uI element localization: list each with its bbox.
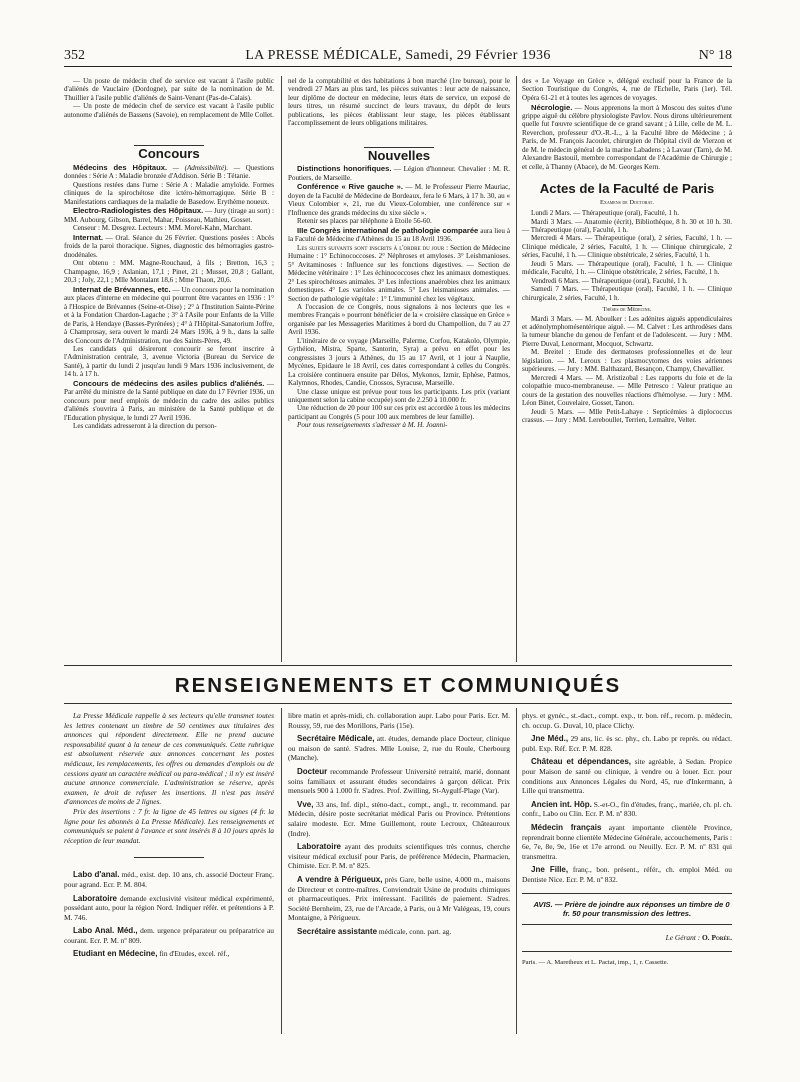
ad-item [64,949,274,959]
list-item: Lundi 2 Mars. — Thérapeutique (oral), Faculté, 1 h. [531,209,680,218]
subhead: Distinctions honorifiques. [297,164,392,174]
ad-head: Etudiant en Médecine, [73,949,158,959]
ad-head: Ancien int. Hôp. [531,799,592,809]
imprint: Paris. — A. Maretheux et L. Pactat, imp., 1, r. Cassette. [522,958,669,966]
ad-item [522,865,732,884]
subhead: IIIe Congrès international de pathologie comparée [297,225,479,235]
ad-item [288,927,510,937]
ad-item [288,734,510,763]
avis-notice: AVIS. — Prière de joindre aux réponses un timbre de 0 fr. 50 pour transmission des lettres. [533,899,730,918]
section-divider [64,665,732,666]
ad-text: recommande Professeur Université retraité, marié, donnant soins familiaux et assurant études secondaires à garçon délicat. Prix mensuels 900 à 1.000 fr. S'adres. Prof. Zwilling, St-Aygulf-Plage (Var). [288,766,510,796]
journal-title: LA PRESSE MÉDICALE, Samedi, 29 Février 1936 [245,48,551,63]
ad-text: ayant importante clientèle Province, reprendrait bonne clientèle Médecine Générale, accouchements, Paris : 6e, 7e, 8e, 9e, 16e et 17e arrond. ou Neuilly. Ecr. P. M. nº 831 qui transmettra. [522,822,732,861]
lower-column-1 [64,711,274,963]
paragraph: L'itinéraire de ce voyage (Marseille, Palerme, Corfou, Katakolo, Olympie, Gythéion, Mistra, Sparte, Santorin, Syra) a prévu en effet pour les congressistes 3 jours à Athènes, du 15 au 17 Avril, et 1 jour à Nauplie, Mycènes, Epidaure le 18 Avril, ces dates correspondant à celles du Congrès. La croisière continuera ensuite par Délos, Mykonos, Izmir, Ephèse, Patmos, Kalymnos, Rhodes, Candie, Cnossos, Syracuse, Marseille. [288,336,510,388]
list-item: Vendredi 6 Mars. — Thérapeutique (oral), Faculté, 1 h. [531,276,688,285]
list-item: Samedi 7 Mars. — Thérapeutique (oral), Faculté, 1 h. — Clinique chirurgicale, 2 séries, Faculté, 1 h. [522,285,732,302]
section-title-faculte: Actes de la Faculté de Paris [539,181,715,197]
ads-list [64,870,274,959]
subsection-title: Thèses de Médecine. [602,306,652,314]
subhead: Médecins des Hôpitaux. [73,162,168,172]
ad-item [288,800,510,838]
ad-text: près Gare, belle usine, 4.000 m., maisons de Directeur et contre-maîtres. Conviendrait Usine de produits chimiques et pharmaceutiques. Prix intéressant. Facilités de paiement. S'adres. Société Bernheim, 23, rue de l'Arcade, à Paris, ou à Mr Valégeas, 19, cours Montaigne, à Périgueux. [288,874,511,923]
ad-item [522,734,732,753]
paragraph: Questions restées dans l'urne : Série A : Maladie amyloïde. Formes cliniques de la spirochétose dite ictéro-hémorragique. Série B : Manifestations cardiaques de la maladie de Basedow. Erythème noueux. [64,180,274,206]
section-divider [522,893,732,894]
section-title-nouvelles: Nouvelles [367,147,431,163]
paragraph: Pour tous renseignements s'adresser à M. H. Joanni- [297,421,448,430]
ad-item [522,757,732,795]
list-item: Jeudi 5 Mars. — Thérapeutique (oral), Faculté, 1 h. — Clinique médicale, Faculté, 1 h. — Clinique obstétricale, 2 séries, Faculté, 1 h. [522,259,732,277]
ad-item [522,711,732,730]
running-head [64,48,732,67]
ad-item [64,870,274,889]
lower-column-2 [288,711,510,940]
ad-head: Secrétaire assistante [297,926,378,936]
exam-schedule [522,209,732,302]
list-item: Mardi 3 Mars. — M. Aboulker : Les adénites aiguës appendiculaires et adénolymphomésentérique aiguë. — M. Calvet : Les arthrodèses dans la tumeur blanche du genou de l'enfant et de l'adolescent. — Jury : MM. Pierre Duval, Lenormant, Mocquot, Schwartz. [522,314,732,348]
column-1: — Un poste de médecin chef de service est vacant à l'asile public d'aliénés de Vauclaire (Dordogne), par suite de la nomination de M. Thuillier à l'asile public d'aliénés de Saint-Venant (Pas-de-Calais). — Un poste de médecin chef de service est vacant à l'asile public autonome d'aliénés de Bassens (Savoie), en remplacement de Mlle Collet. Concours Médecins des Hôpitaux. — (Admissibilité). — Questions données : Série A : Maladie bronzée d'Addison. Série B : Tétanie. Questions restées dans l'urne : Série A : Maladie amyloïde. Formes cliniques de la spirochétose dite ictéro-hémorragique. Série B : Manifestations cardiaques de la maladie de Basedow. Erythème noueux. Electro-Radiologistes des Hôpitaux. — Jury (tirage au sort) : MM. Aubourg, Gibson, Barrel, Mahar, Poisseau, Mathieu, Gosset. Censeur : M. Desgrez. Lecteurs : MM. Morel-Kahn, Marchant. Internat. — Oral. Séance du 26 Février. Questions posées : Abcès froids de la paroi thoracique. Signes, diagnostic des hémorragies gastro-duodénales. Ont obtenu : MM. Magne-Rouchaud, à fils ; Bretton, 16,3 ; Champagne, 16,9 ; Aslanian, 17,1 ; Pinet, 21 ; Musset, 20,8 ; Gallant, 20,3 ; Joly, 22,1 ; Mlle Montalant 18,6 ; Mme Thaon, 20,6. Internat de Brévannes, etc. — Un concours pour la nomination aux places d'interne en médecine qui pourront être vacantes en 1936 : 1° à l'Hospice de Brévannes (Seine-et-Oise) ; 2° à l'Institution Sainte-Périne et à la Fondation Chardon-Lagache ; 3° à l'Asile pour Enfants de la Ville de Paris, à Hendaye (Basses-Pyrénées) ; 4° à l'Hôpital-Sanatorium Joffre, à Champrosay, sera ouvert le mardi 24 Mars 1936, à 9 h., dans la salle des Concours de l'Administration, rue des Saints-Pères, 49. Les candidats qui désireront concourir se feront inscrire à l'Administration centrale, 3, avenue Victoria (Bureau du Service de Santé), à partir du lundi 2 jusqu'au lundi 9 Mars 1936 inclusivement, de 14 h. à 17 h. Concours de médecins des asiles publics d'aliénés. — Par arrêté du ministre de la Santé publique en date du 17 Février 1936, un concours pour neuf emplois de médecin du cadre des asiles publics d'aliénés s'ouvrira à Paris, au ministère de la Santé publique et de l'Education physique, le lundi 27 Avril 1936. Les candidats adresseront à la direction du person- [64,77,274,431]
ad-text: 33 ans, Inf. dipl., sténo-dact., compt., angl., tr. recommand. par Médecin, désire poste secrétariat médical Paris ou Province. Prétentions salaire modeste. Ecr. Mme Guillemont, route Lecroux, Châteauroux (Indre). [288,799,510,838]
theses-schedule [522,315,732,425]
paragraph: A l'occasion de ce Congrès, nous signalons à nos lecteurs que les « membres Français » pourront bénéficier de la « croisière classique en Grèce » organisée par les Messageries Maritimes à bord du Champollion, du 7 au 27 Avril 1936. [288,302,510,337]
paragraph: des « Le Voyage en Grèce », délégué exclusif pour la France de la Section Touristique du Congrès, 4, rue de l'Echelle, Paris (1er). Tél. Opéra 61-21 et à toutes les agences de voyages. [522,77,732,102]
list-item: Mardi 3 Mars. — Anatomie (écrit), Bibliothèque, 8 h. 30 et 10 h. 30. — Thérapeutique (oral), Faculté, 1 h. [522,217,732,234]
subhead: Conférence « Rive gauche ». [297,182,403,192]
ad-text: S.-et-O., fin d'études, franç., mariée, ch. pl. ch. confr., Labo ou Clin. Ecr. P. M. nº 830. [522,799,733,819]
column-divider [516,76,517,662]
issue-number: N° 18 [698,48,732,63]
ad-item [288,767,510,796]
ad-head: Labo Anal. Méd., [73,926,138,936]
ad-text: att. études, demande place Docteur, clinique ou maison de santé. S'adres. Mlle Louise, 2, rue du Roule, Cherbourg (Manche). [288,734,510,763]
list-item: Jeudi 5 Mars. — Mlle Petit-Lahaye : Septicémies à diplococcus crassus. — Jury : MM. Lereboullet, Terrien, Lemaître, Velter. [522,407,732,424]
paragraph: Censeur : M. Desgrez. Lecteurs : MM. Morel-Kahn, Marchant. [73,224,253,233]
section-divider [64,703,732,704]
list-item: M. Breitel : Etude des dermatoses professionnelles et de leur législation. — M. Leroux : Les plasmocytomes des voies aériennes supérieures. — Jury : MM. Balthazard, Besançon, Champy, Chevallier. [522,348,732,374]
list-item: Mercredi 4 Mars. — M. Aristizobal : Les rapports du foie et de la colopathie muco-membraneuse. — Mlle Petresco : Valeur pratique au cours de la gestation des nouvelles réactions d'hémolyse. — Jury : MM. Léon Binet, Couvelaire, Gosset, Tanon. [522,373,732,408]
section-divider [522,951,732,952]
ad-head: Laboratoire [73,893,118,903]
ad-text: dem. urgence préparateur ou préparatrice au courant. Ecr. P. M. nº 809. [64,926,274,945]
ad-head: Château et dépendances, [531,757,632,767]
paragraph: Une classe unique est prévue pour tous les participants. Les prix (variant uniquement selon la cabine occupée) sont de 2.250 à 10.000 fr. [288,387,510,404]
ads-list [288,711,510,936]
paragraph: Retenir ses places par téléphone à Etoile 56-60. [297,217,432,226]
ad-text: franç., bon. présent., référ., ch. emploi Méd. ou Dentiste Nice. Ecr. P. M. nº 832. [522,865,733,884]
subsection-title: Examens de Doctorat. [600,198,654,206]
ad-head: A vendre à Périgueux, [297,874,383,884]
column-2: nel de la comptabilité et des habitations à bon marché (1re bureau), pour le vendredi 27 Mars au plus tard, les pièces suivantes : leur acte de naissance, leur diplôme de docteur en médecine, leurs états de service, un exposé de leurs titres, un résumé succinct de leurs travaux, du dépôt de leurs publications, les pièces établissant leur stage, les pièces établissant l'accomplissement de leurs obligations militaires. Nouvelles Distinctions honorifiques. — Légion d'honneur. Chevalier : M. R. Poutiers, de Marseille. Conférence « Rive gauche ». — M. le Professeur Pierre Mauriac, doyen de la Faculté de Médecine de Bordeaux, fera le 6 Mars, à 17 h. 30, au « Vieux Colombier », 21, rue du Vieux-Colombier, une conférence sur « l'Influence des grands médecins du xixe siècle ». Retenir ses places par téléphone à Etoile 56-60. IIIe Congrès international de pathologie comparée aura lieu à la Faculté de Médecine d'Athènes du 15 au 18 Avril 1936. Les sujets suivants sont inscrits à l'ordre du jour : Section de Médecine Humaine : 1° Echinococcoses. 2° Néphroses et amyloses. 3° Leishmanioses. 5° Avitaminoses : Influence sur les fonctions digestives. — Section de Médecine vétérinaire : 1° Les échinococcoses chez les animaux domestiques. 2° Les spirochétoses animales. 3° Les infections anaérobies chez les animaux domestiques. 4° Les varioles animales. 5° Les leismanioses animales. — Section de pathologie végétale : 1° L'immunité chez les végétaux. A l'occasion de ce Congrès, nous signalons à nos lecteurs que les « membres Français » pourront bénéficier de la « croisière classique en Grèce » organisée par les Messageries Maritimes à bord du Champollion, du 7 au 27 Avril 1936. L'itinéraire de ce voyage (Marseille, Palerme, Corfou, Katakolo, Olympie, Gythéion, Mistra, Sparte, Santorin, Syra) a prévu en effet pour les congressistes 3 jours à Athènes, du 15 au 17 Avril, et 1 jour à Nauplie, Mycènes, Epidaure le 18 Avril, ces dates correspondant à celles du Congrès. La croisière continuera ensuite par Délos, Mykonos, Izmir, Ephèse, Patmos, Kalymnos, Rhodes, Candie, Cnossos, Syracuse, Marseille. Une classe unique est prévue pour tous les participants. Les prix (variant uniquement selon la cabine occupée) sont de 2.250 à 10.000 fr. Une réduction de 20 pour 100 sur ces prix est accordée à tous les médecins participant au Congrès (5 pour 100 aux membres de leur famille). Pour tous renseignements s'adresser à M. H. Joanni- [288,77,510,430]
ad-text: site agréable, à Sedan. Propice pour Maison de santé ou clinique, à vendre ou à louer. Ecr. pour conditions aux Annonces Légales du Nord, 45, rue d'Inkermann, à Lille qui transmettra. [522,757,732,796]
ad-text: fin d'Etudes, excel. réf., [157,949,230,959]
ad-head: Docteur [297,766,328,776]
paragraph: nel de la comptabilité et des habitations à bon marché (1re bureau), pour le vendredi 27 Mars au plus tard, les pièces suivantes : leur acte de naissance, leur diplôme de docteur en médecine, leurs états de service, un exposé de leurs titres, un résumé succinct de leurs travaux, du dépôt de leurs publications, les pièces établissant leur stage, les pièces établissant l'accomplissement de leurs obligations militaires. [288,77,510,128]
section-divider [522,924,732,925]
vacancy-notice: — Un poste de médecin chef de service est vacant à l'asile public autonome d'aliénés de Bassens (Savoie), en remplacement de Mlle Collet. [64,102,274,119]
page-number: 352 [64,48,85,63]
paragraph: Les candidats adresseront à la direction du person- [73,422,217,431]
notice-prix: Prix des insertions : 7 fr. la ligne de 45 lettres ou signes (4 fr. la ligne pour les abonnés à La Presse Médicale). Les renseignements et communiqués se paient à l'avance et sont insérés 8 à 10 jours après la réception de leur mandat. [64,806,274,845]
paragraph: Les candidats qui désireront concourir se feront inscrire à l'Administration centrale, 3, avenue Victoria (Bureau du Service de Santé), à partir du lundi 2 jusqu'au lundi 9 Mars 1936 inclusivement, de 14 h. à 17 h. [64,344,274,379]
lower-column-3 [522,711,732,968]
ad-text: 29 ans, lic. ès sc. phy., ch. Labo pr représ. ou rédact. publ. Exp. Réf. Ecr. P. M. 828. [522,734,732,753]
ad-head: Jne Méd., [531,734,569,744]
ad-item [522,800,732,819]
ad-text: libre matin et après-midi, ch. collaboration aupr. Labo pour Paris. Ecr. M. Roussy, 59, rue des Morillons, Paris (15e). [288,711,510,730]
ads-list [522,711,732,885]
ad-head: Jne Fille, [531,865,569,875]
paragraph: Ont obtenu : MM. Magne-Rouchaud, à fils ; Bretton, 16,3 ; Champagne, 16,9 ; Aslanian, 17,1 ; Pinet, 21 ; Musset, 20,8 ; Gallant, 20,3 ; Joly, 22,1 ; Mlle Montalant 18,6 ; Mme Thaon, 20,6. [64,259,274,285]
ad-item [64,894,274,923]
ad-text: demande exclusivité visiteur médical expérimenté, possédant auto, pour la région Nord. Indiquer référ. et prétentions à P. M. 746. [64,893,274,922]
ad-text: phys. et gynéc., st.-dact., compt. exp., tr. bon. réf., recom. p. médecin, ch. occup. G. Duval, 10, place Clichy. [522,711,732,730]
ad-head: Vve, [297,799,314,809]
subhead: Internat. [73,232,103,242]
subhead: Electro-Radiologistes des Hôpitaux. [73,206,204,216]
ad-item [64,926,274,945]
ad-item [288,842,510,871]
ad-item [288,875,510,923]
vacancy-notice: — Un poste de médecin chef de service est vacant à l'asile public d'aliénés de Vauclaire (Dordogne), par suite de la nomination de M. Thuillier à l'asile public d'aliénés de Saint-Venant (Pas-de-Calais). [64,77,274,102]
section-rule [134,857,204,858]
ad-head: Médecin français [531,822,602,832]
section-title-concours: Concours [138,146,200,162]
ad-text: méd., exist. dep. 10 ans, ch. associé Docteur Franç. pour agrand. Ecr. P. M. 804. [64,870,275,889]
ad-head: Secrétaire Médicale, [297,734,375,744]
list-item: Mercredi 4 Mars. — Thérapeutique (oral), 2 séries, Faculté, 1 h. — Clinique médicale, 2 séries, Faculté, 1 h. — Clinique chirurgicale, 2 séries, Faculté, 1 h. — Clinique obstétricale, 2 séries, Faculté, 1 h. [522,234,732,260]
ad-head: Laboratoire [297,842,342,852]
notice-intro: La Presse Médicale rappelle à ses lecteurs qu'elle transmet toutes les lettres contenant un timbre de 50 centimes aux titulaires des annonces qui répondent directement. Elle ne prend aucune responsabilité quant à la teneur de ces communiqués. Cette rubrique est absolument réservée aux annonces concernant les postes médicaux, les remplacements, les offres ou demandes d'emplois ou de cessions ayant un caractère médical ou para-médical ; il n'y est inséré aucune annonce commerciale. L'administration se réserve, après examen, le droit de refuser les insertions. Il n'est pas inséré d'annonces de moins de 2 lignes. [64,711,274,807]
ad-text: ayant des produits scientifiques très connus, cherche visiteur médical exclusif pour Paris, de préférence Médecin, Pharmacien, Chimiste. Ecr. P. M. nº 825. [288,842,510,871]
column-divider [516,708,517,1034]
ad-item [522,823,732,861]
paragraph: Une réduction de 20 pour 100 sur ces prix est accordée à tous les médecins participant au Congrès (5 pour 100 aux membres de leur famille). [288,404,510,421]
column-divider [281,708,282,1034]
section-title-renseignements: RENSEIGNEMENTS ET COMMUNIQUÉS [174,674,622,697]
subhead: Internat de Brévannes, etc. [73,284,171,294]
column-divider [281,76,282,662]
gerant-line: Le Gérant : O. Porée. [665,933,732,943]
ad-head: Labo d'anal. [73,870,120,880]
subhead: Nécrologie. [531,102,573,112]
ad-item [288,711,510,730]
subhead: Concours de médecins des asiles publics d'aliénés. [73,378,265,388]
ad-text: médicale, conn. part. ag. [377,926,452,936]
column-3: des « Le Voyage en Grèce », délégué exclusif pour la France de la Section Touristique du Congrès, 4, rue de l'Echelle, Paris (1er). Tél. Opéra 61-21 et à toutes les agences de voyages. Nécrologie. — Nous apprenons la mort à Moscou des suites d'une grippe aiguë du célèbre physiologiste Pavlov. Nous dirons ultérieurement quelle fut l'œuvre scientifique de ce grand savant ; à Lille, celle de M. L. Reverchon, professeur d'O.-R.-L., à la Faculté libre de Médecine ; à Paris, de M. François Jacoulet, chirurgien de l'hôpital civil de Vierzon et de M. le médecin général de la marine Labadens ; à Lavaur (Tarn), de M. Alexandre Bastouil, membre correspondant de l'Académie de Chirurgie ; et celle, à Thanny (Abace), de M. Georges Kern. Actes de la Faculté de Paris Examens de Doctorat. Lundi 2 Mars. — Thérapeutique (oral), Faculté, 1 h. Mardi 3 Mars. — Anatomie (écrit), Bibliothèque, 8 h. 30 et 10 h. 30. — Thérapeutique (oral), Faculté, 1 h. Mercredi 4 Mars. — Thérapeutique (oral), 2 séries, Faculté, 1 h. — Clinique médicale, 2 séries, Faculté, 1 h. — Clinique chirurgicale, 2 séries, Faculté, 1 h. — Clinique obstétricale, 2 séries, Faculté, 1 h. Jeudi 5 Mars. — Thérapeutique (oral), Faculté, 1 h. — Clinique médicale, Faculté, 1 h. — Clinique obstétricale, 2 séries, Faculté, 1 h. Vendredi 6 Mars. — Thérapeutique (oral), Faculté, 1 h. Samedi 7 Mars. — Thérapeutique (oral), Faculté, 1 h. — Clinique chirurgicale, 2 séries, Faculté, 1 h. Thèses de Médecine. Mardi 3 Mars. — M. Aboulker : Les adénites aiguës appendiculaires et adénolymphomésentérique aiguë. — M. Calvet : Les arthrodèses dans la tumeur blanche du genou de l'enfant et de l'adolescent. — Jury : MM. Pierre Duval, Lenormant, Mocquot, Schwartz. M. Breitel : Etude des dermatoses professionnelles et de leur législation. — M. Leroux : Les plasmocytomes des voies aériennes supérieures. — Jury : MM. Balthazard, Besançon, Champy, Chevallier. Mercredi 4 Mars. — M. Aristizobal : Les rapports du foie et de la colopathie muco-membraneuse. — Mlle Petresco : Valeur pratique au cours de la gestation des nouvelles réactions d'hémolyse. — Jury : MM. Léon Binet, Couvelaire, Gosset, Tanon. Jeudi 5 Mars. — Mlle Petit-Lahaye : Septicémies à diplococcus crassus. — Jury : MM. Lereboullet, Terrien, Lemaître, Velter. [522,77,732,424]
